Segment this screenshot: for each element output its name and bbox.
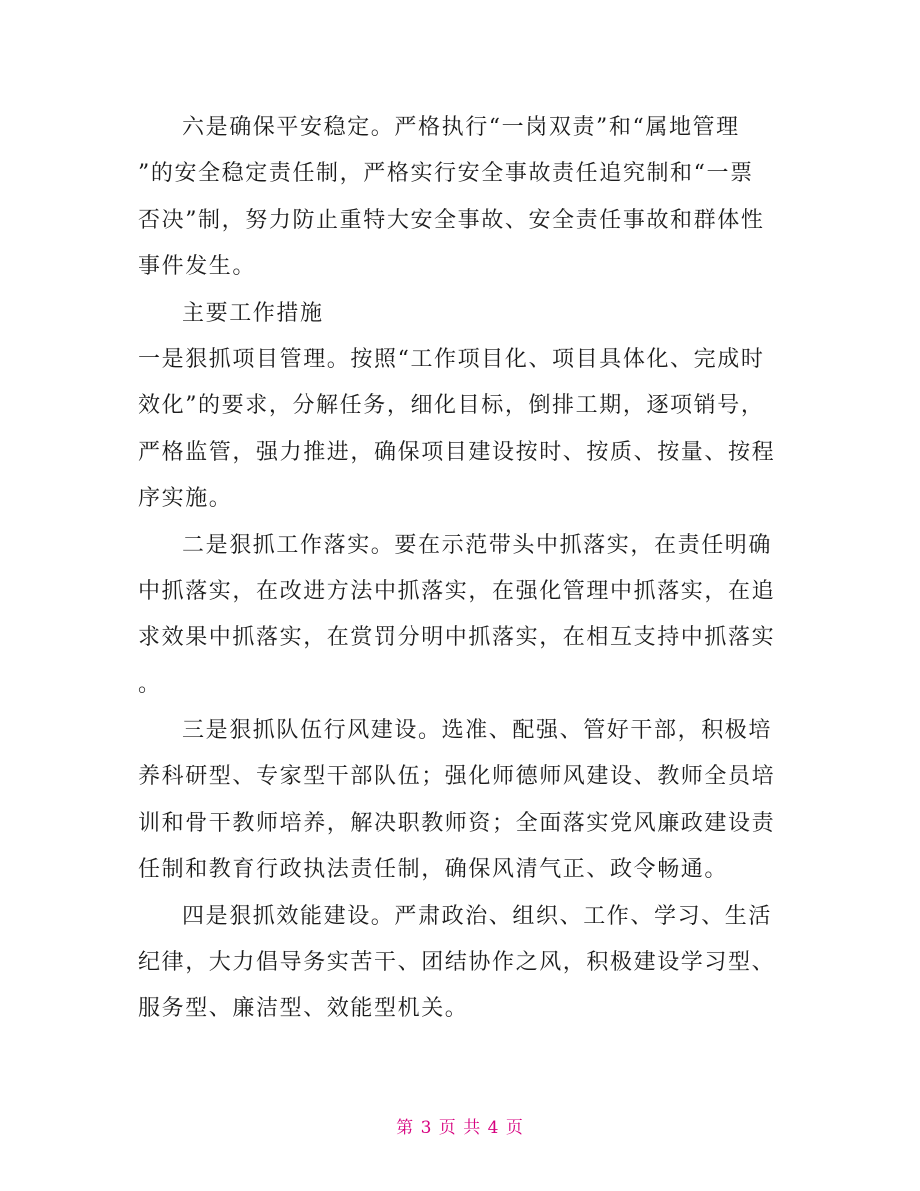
- text-line: ”的安全稳定责任制，严格实行安全事故责任追究制和“一票: [138, 161, 754, 187]
- text-line: 任制和教育行政执法责任制，确保风清气正、政令畅通。: [138, 857, 729, 883]
- text-line: 求效果中抓落实，在赏罚分明中抓落实，在相互支持中抓落实: [138, 625, 776, 651]
- text-line: 严格监管，强力推进，确保项目建设按时、按质、按量、按程: [138, 439, 776, 465]
- section-heading: 主要工作措施: [182, 300, 324, 326]
- text-line: 事件发生。: [138, 254, 257, 280]
- text-line: 六是确保平安稳定。严格执行“一岗双责”和“属地管理: [182, 115, 740, 140]
- text-line: 序实施。: [138, 486, 233, 512]
- text-line: 纪律，大力倡导务实苦干、团结协作之风，积极建设学习型、: [138, 950, 776, 976]
- text-line: 中抓落实，在改进方法中抓落实，在强化管理中抓落实，在追: [138, 578, 776, 604]
- text-line: 三是狠抓队伍行风建设。选准、配强、管好干部，积极培: [182, 718, 773, 744]
- text-line: 训和骨干教师培养，解决职教师资；全面落实党风廉政建设责: [138, 810, 776, 836]
- text-line: 效化”的要求，分解任务，细化目标，倒排工期，逐项销号，: [138, 393, 765, 419]
- text-line: 养科研型、专家型干部队伍；强化师德师风建设、教师全员培: [138, 764, 776, 790]
- text-line: 。: [138, 671, 162, 697]
- text-line: 一是狠抓项目管理。按照“工作项目化、项目具体化、完成时: [138, 346, 765, 372]
- page-number-footer: 第 3 页 共 4 页: [396, 1118, 524, 1138]
- text-line: 否决”制，努力防止重特大安全事故、安全责任事故和群体性: [138, 207, 765, 233]
- document-body: [138, 105, 788, 1033]
- text-line: 四是狠抓效能建设。严肃政治、组织、工作、学习、生活: [182, 903, 773, 929]
- text-line: 二是狠抓工作落实。要在示范带头中抓落实，在责任明确: [182, 532, 773, 558]
- text-line: 服务型、廉洁型、效能型机关。: [138, 996, 469, 1022]
